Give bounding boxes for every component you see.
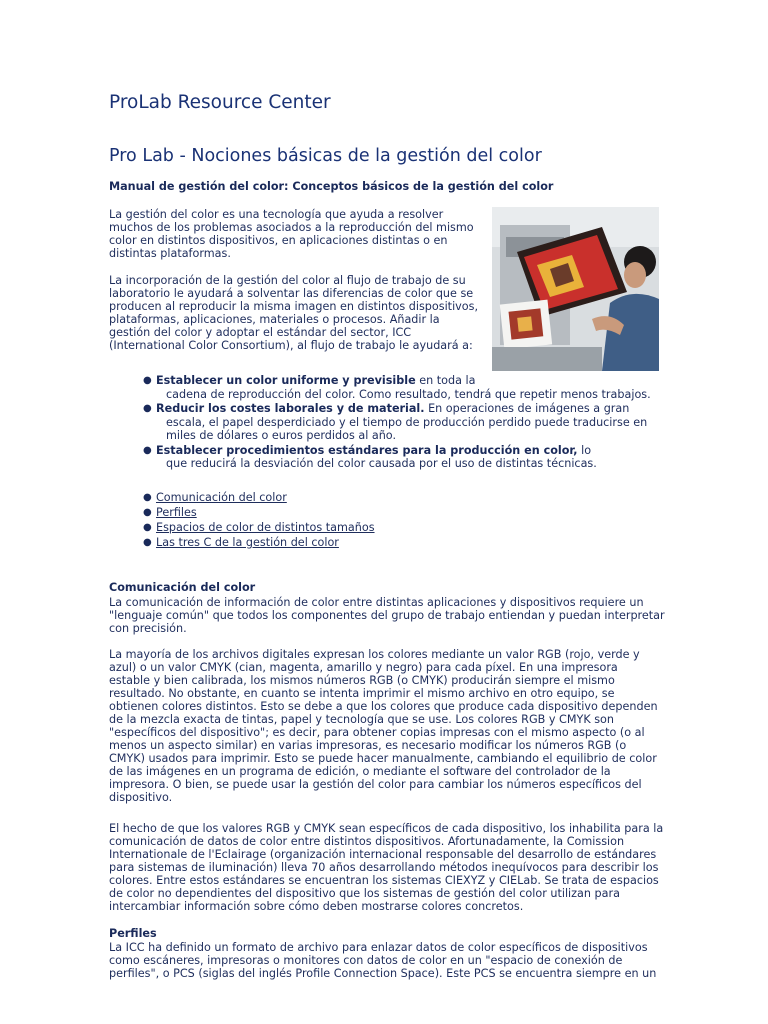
manual-subtitle: Manual de gestión del color: Conceptos básicos de la gestión del color (109, 180, 554, 193)
benefits-list (109, 374, 661, 472)
printer-photo-illustration (492, 207, 659, 371)
benefit-item: ● Establecer procedimientos estándares para la producción en color, lo que reducirá la desviación del color causada por el uso de distintas técnicas. (143, 443, 597, 470)
link-perfiles[interactable]: Perfiles (156, 506, 197, 519)
link-comunicacion-del-color[interactable]: Comunicación del color (156, 491, 287, 504)
toc-item (109, 505, 375, 520)
bullet-icon: ● (143, 537, 152, 548)
bullet-icon: ● (143, 375, 152, 386)
bullet-icon: ● (143, 522, 152, 533)
benefit-item: ● Establecer un color uniforme y previsible en toda la cadena de reproducción del color. Como resultado, tendrá que repetir menos trabajos. (143, 374, 651, 401)
comunicacion-paragraph-1: La comunicación de información de color entre distintas aplicaciones y dispositivos requiere un "lenguaje común" que todos los componentes del grupo de trabajo entiendan y puedan interpretar con precisión. (109, 596, 665, 635)
link-espacios-de-color[interactable]: Espacios de color de distintos tamaños (156, 521, 375, 534)
perfiles-paragraph-1: La ICC ha definido un formato de archivo para enlazar datos de color específicos de dispositivos como escáneres, impresoras o monitores con datos de color en un "espacio de conexión de perfiles", o PCS (siglas del inglés Profile Connection Space). Este PCS se encuentra siempre en un (109, 941, 657, 980)
intro-paragraph-2: La incorporación de la gestión del color al flujo de trabajo de su laboratorio le ayudará a solventar las diferencias de color que se producen al reproducir la misma imagen en distintos dispositivos, plataformas, aplicaciones, materiales o procesos. Añadir la gestión del color y adoptar el estándar del sector, ICC (International Color Consortium), al flujo de trabajo le ayudará a: (109, 274, 479, 352)
bullet-icon: ● (143, 403, 152, 414)
comunicacion-paragraph-3: El hecho de que los valores RGB y CMYK sean específicos de cada dispositivo, los inhabilita para la comunicación de datos de color entre distintos dispositivos. Afortunadamente, la Comission Internationale de l'Eclairage (organización internacional responsable del desarrollo de estándares para sistemas de iluminación) lleva 70 años desarrollando métodos inequívocos para describir los colores. Entre estos estándares se encuentran los sistemas CIEXYZ y CIELab. Se trata de espacios de color no dependientes del dispositivo que los sistemas de gestión del color utilizan para intercambiar información sobre cómo deben mostrarse colores concretos. (109, 822, 664, 913)
site-title: ProLab Resource Center (109, 92, 331, 113)
page-title: Pro Lab - Nociones básicas de la gestión del color (109, 146, 542, 166)
section-heading-perfiles: Perfiles (109, 927, 157, 940)
benefit-item: ● Reducir los costes laborales y de material. En operaciones de imágenes a gran escala, el papel desperdiciado y el tiempo de producción perdido puede traducirse en miles de dólares o euros perdidos al año. (143, 402, 648, 442)
toc-item (109, 520, 375, 535)
comunicacion-paragraph-2: La mayoría de los archivos digitales expresan los colores mediante un valor RGB (rojo, verde y azul) o un valor CMYK (cian, magenta, amarillo y negro) para cada píxel. En una impresora estable y bien calibrada, los mismos números RGB (o CMYK) producirán siempre el mismo resultado. No obstante, en cuanto se intenta imprimir el mismo archivo en otro equipo, se obtienen colores distintos. Esto se debe a que los colores que produce cada dispositivo dependen de la mezcla exacta de tintas, papel y tecnología que se use. Los colores RGB y CMYK son "específicos del dispositivo"; es decir, para obtener copias impresas con el mismo aspecto (o al menos un aspecto similar) en varias impresoras, es necesario modificar los números RGB (o CMYK) usados para imprimir. Esto se puede hacer manualmente, cambiando el equilibrio de color de las imágenes en un programa de edición, o mediante el software del controlador de la impresora. O bien, se puede usar la gestión del color para cambiar los números específicos del dispositivo. (109, 648, 658, 804)
section-heading-comunicacion: Comunicación del color (109, 581, 256, 594)
intro-paragraph-1: La gestión del color es una tecnología que ayuda a resolver muchos de los problemas asociados a la reproducción del mismo color en distintos dispositivos, en aplicaciones distintas o en distintas plataformas. (109, 208, 474, 260)
bullet-icon: ● (143, 492, 152, 503)
link-tres-c[interactable]: Las tres C de la gestión del color (156, 536, 339, 549)
bullet-icon: ● (143, 444, 152, 456)
bullet-icon: ● (143, 507, 152, 518)
toc-item (109, 490, 375, 505)
printer-photo (492, 207, 659, 371)
toc-links (109, 490, 375, 550)
toc-item (109, 535, 375, 550)
